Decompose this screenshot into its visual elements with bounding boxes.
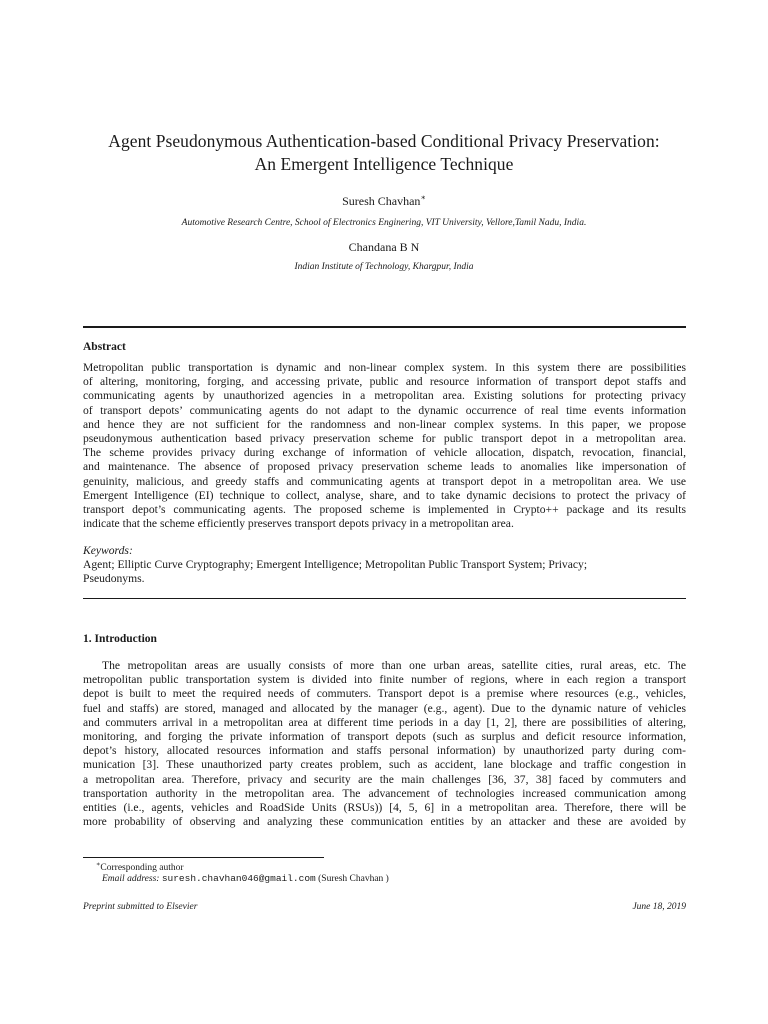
corresponding-mark: ∗ — [420, 193, 426, 202]
abstract-line: Emergent Intelligence (EI) technique to collect, analyse, share, and to take dynamic decisions to protect the privacy of — [83, 488, 686, 502]
intro-line: monitoring, and forging the private information of transport depots (such as surplus and deficit resource information, — [83, 730, 686, 744]
abstract-line: genuinity, malicious, and greedy staffs and communicating agents at transport depot in a metropolitan area. We use — [83, 474, 686, 488]
footnote-rule — [83, 857, 324, 858]
intro-line: metropolitan public transportation system is divided into finite number of regions, where in each region a transport — [83, 673, 686, 687]
abstract-line: of transport depots’ communicating agents do not adapt to the dynamic occurrence of real time events information — [83, 403, 686, 417]
abstract-line: and maintenance. The absence of proposed privacy preservation scheme leads to anomalies like impersonation of — [83, 460, 686, 474]
intro-line: more probability of observing and analyzing these communication entities by an attacker and these are avoided by — [83, 815, 686, 829]
abstract-line: pseudonymous authentication based privacy preservation scheme for public transport depot in a metropolitan area. — [83, 432, 686, 446]
title-line-1: Agent Pseudonymous Authentication-based Conditional Privacy Preservation: — [108, 131, 660, 151]
intro-line: a metropolitan area. Therefore, privacy and security are the main challenges [36, 37, 38] faced by commuters and — [83, 772, 686, 786]
preprint-date: June 18, 2019 — [632, 902, 686, 912]
abstract-line: indicate that the scheme efficiently preserves transport depots privacy in a metropolitan area. — [83, 517, 514, 531]
intro-line: fuel and staffs) are stored, managed and allocated by the manager (e.g., agent). Due to the dynamic nature of vehicles — [83, 701, 686, 715]
intro-line: munication [3]. These unauthorized party creates problem, such as accident, lane blockage and traffic congestion in — [83, 758, 686, 772]
footnote-mark: ∗ — [96, 861, 101, 868]
email-owner: (Suresh Chavhan ) — [318, 874, 389, 884]
keywords-line-1: Agent; Elliptic Curve Cryptography; Emergent Intelligence; Metropolitan Public Transport System; Privacy; — [83, 558, 588, 571]
abstract-line: The scheme provides privacy during exchange of information of vehicle allocation, dispatch, revocation, financial, — [83, 446, 686, 460]
affiliation-1: Automotive Research Centre, School of Electronics Enginering, VIT University, Vellore,Tamil Nadu, India. — [181, 218, 587, 228]
author-2: Chandana B N — [348, 240, 420, 254]
author-1 — [0, 193, 768, 209]
abstract-heading: Abstract — [83, 341, 126, 353]
keywords-label: Keywords: — [83, 544, 133, 557]
keywords-text — [83, 558, 686, 586]
intro-line: The metropolitan areas are usually consists of more than one urban areas, satellite cities, rural areas, etc. The — [102, 659, 686, 672]
intro-line: entities (i.e., agents, vehicles and RoadSide Units (RSUs)) [4, 5, 6] in a metropolitan area. Therefore, there will be — [83, 801, 686, 815]
footnote-corresponding — [96, 860, 184, 873]
footnote-email — [102, 873, 389, 884]
intro-line: transportation authority in the metropolitan area. The advancement of technologies increased communication among — [83, 786, 686, 800]
abstract-line: of altering, monitoring, forging, and accessing private, public and resource information of transport depot staffs and — [83, 375, 686, 389]
affiliation-2: Indian Institute of Technology, Khargpur, India — [294, 262, 474, 272]
keywords-line-2: Pseudonyms. — [83, 572, 145, 586]
preprint-notice: Preprint submitted to Elsevier — [83, 902, 198, 912]
footnote-corresponding-text: Corresponding author — [100, 863, 184, 874]
section-heading-introduction: 1. Introduction — [83, 633, 157, 645]
introduction-body — [83, 659, 686, 829]
title-line-2: An Emergent Intelligence Technique — [254, 154, 514, 174]
author-1-name: Suresh Chavhan — [342, 194, 421, 208]
paper-title — [60, 130, 708, 176]
abstract-body — [83, 361, 686, 531]
abstract-line: transport depot’s communicating agents. The proposed scheme is implemented in Crypto++ package and its results — [83, 503, 686, 517]
intro-line: depot is built to meet the required needs of commuters. Transport depot is a premise where resources (e.g., vehicles, — [83, 687, 686, 701]
abstract-top-rule — [83, 326, 686, 328]
intro-line: and commuters arrival in a metropolitan area at different time periods in a day [1, 2], there are possibilities of altering, — [83, 715, 686, 729]
abstract-line: Metropolitan public transportation is dynamic and non-linear complex system. In this system there are possibilities — [83, 361, 686, 374]
intro-line: depot’s history, allocated resources information and staffs personal information) by unauthorized party during com- — [83, 744, 686, 758]
abstract-bottom-rule — [83, 598, 686, 599]
email-address-link[interactable]: suresh.chavhan046@gmail.com — [161, 873, 316, 884]
abstract-line: communicating agents by unauthorized agencies in a metropolitan area. Existing solutions for protecting privacy — [83, 389, 686, 403]
email-label: Email address: — [102, 874, 160, 884]
abstract-line: and hence they are not sufficient for the randomness and non-linear complex systems. In this paper, we propose — [83, 417, 686, 431]
